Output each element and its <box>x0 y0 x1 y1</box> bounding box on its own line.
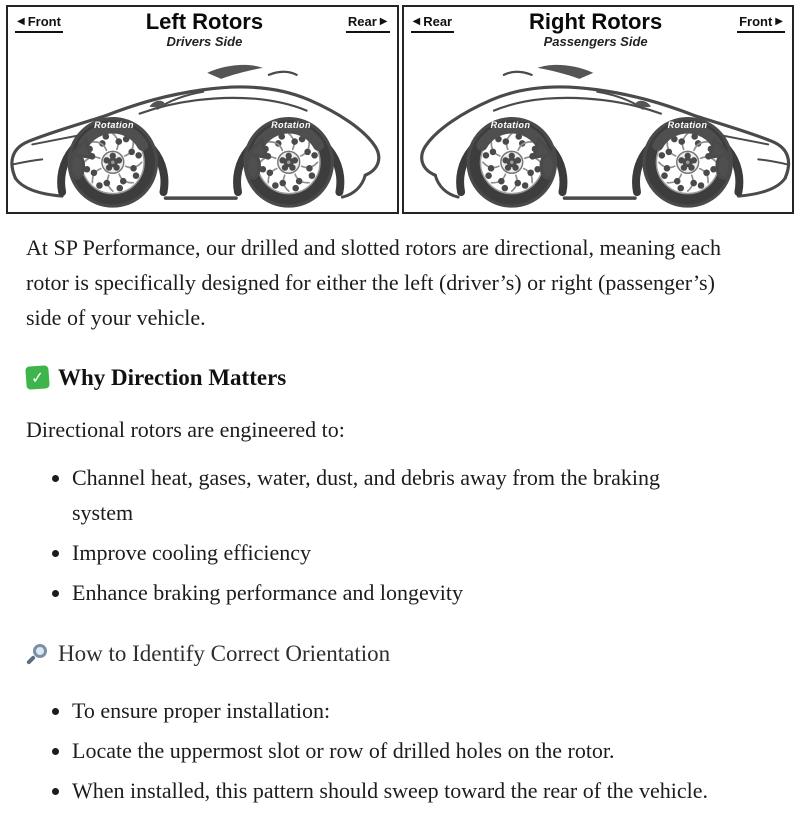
arrow-right-icon: ▶ <box>379 15 388 27</box>
arrow-left-icon: ◀ <box>412 15 421 27</box>
rear-label-text: Rear <box>347 14 377 29</box>
arrow-right-icon: ▶ <box>775 15 783 27</box>
list-item: • Improve cooling efficiency <box>72 535 710 570</box>
front-direction-label <box>737 14 785 33</box>
magnifier-lens <box>33 644 47 658</box>
right-panel-header <box>404 7 793 49</box>
rear-direction-label <box>411 14 455 33</box>
benefits-list <box>26 460 710 611</box>
identify-orientation-heading <box>26 636 740 673</box>
rear-direction-label <box>346 14 390 33</box>
front-label-text: Front <box>739 14 773 29</box>
left-rotors-panel <box>6 5 399 214</box>
right-rotors-panel <box>402 5 795 214</box>
check-icon: ✓ <box>25 366 50 391</box>
rotor-direction-diagram <box>0 0 800 214</box>
why-direction-matters-heading <box>26 360 740 397</box>
panel-subtitle: Passengers Side <box>543 34 648 50</box>
rotation-label: Rotation <box>94 120 134 130</box>
list-item: • Locate the uppermost slot or row of drilled holes on the rotor. <box>72 733 710 768</box>
magnifier-handle <box>26 655 36 665</box>
list-item: • To ensure proper installation: <box>72 693 710 728</box>
magnifier-icon <box>26 643 50 667</box>
why-heading-text: Why Direction Matters <box>58 364 287 390</box>
panel-subtitle: Drivers Side <box>166 34 243 50</box>
panel-title: Right Rotors <box>529 9 663 34</box>
panel-title: Left Rotors <box>145 9 264 34</box>
rotation-label: Rotation <box>271 120 311 130</box>
rotation-label: Rotation <box>667 120 708 130</box>
why-lead-text: Directional rotors are engineered to: <box>26 417 345 443</box>
identify-heading-text: How to Identify Correct Orientation <box>58 641 391 667</box>
left-panel-header <box>8 7 397 49</box>
rotation-label: Rotation <box>490 120 531 130</box>
front-label-text: Front <box>27 14 61 29</box>
intro-paragraph: At SP Performance, our drilled and slotted rotors are directional, meaning each rotor is specifically designed for either the left (driver’s) or right (passenger’s) side of your vehicle. <box>26 235 722 331</box>
list-item: • Channel heat, gases, water, dust, and debris away from the braking system <box>72 460 710 530</box>
car-drawing-right-side <box>404 51 793 212</box>
arrow-left-icon: ◀ <box>17 15 25 27</box>
list-item: • When installed, this pattern should sweep toward the rear of the vehicle. <box>72 773 710 808</box>
front-direction-label <box>15 14 63 33</box>
list-item: • Enhance braking performance and longevity <box>72 575 710 610</box>
left-panel-title-group <box>63 10 346 49</box>
right-panel-title-group <box>454 10 737 49</box>
orientation-steps-list <box>26 693 710 809</box>
description-content <box>0 214 800 827</box>
rear-label-text: Rear <box>423 14 453 29</box>
car-drawing-left-side <box>8 51 397 212</box>
